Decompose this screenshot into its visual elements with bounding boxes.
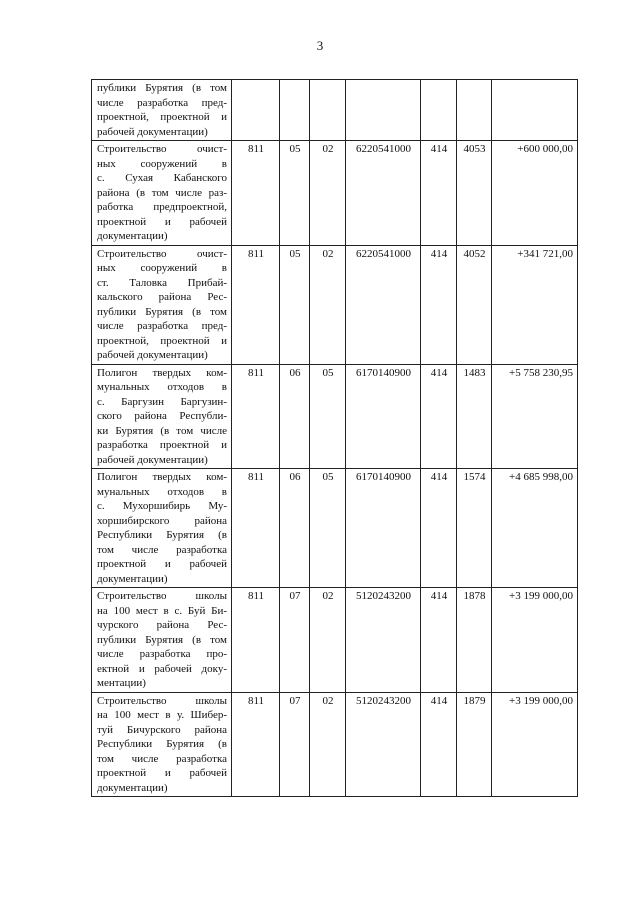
cell-amount: +4 685 998,00 — [492, 469, 578, 588]
cell-expense-type: 414 — [421, 364, 457, 469]
description-line: на 100 мест в с. Буй Би- — [97, 604, 227, 617]
description-line: том числе разработка — [97, 543, 227, 556]
description-line: документации) — [97, 781, 168, 794]
cell-subsection: 05 — [310, 364, 346, 469]
description-line: района (в том числе раз- — [97, 186, 227, 199]
cell-subsection: 02 — [310, 588, 346, 693]
cell-subsection: 02 — [310, 245, 346, 364]
cell-section: 06 — [280, 364, 310, 469]
cell-target-article: 6220541000 — [346, 141, 421, 246]
description-line: чурского района Рес- — [97, 619, 227, 631]
cell-object-code — [457, 80, 492, 141]
table-row — [92, 469, 578, 588]
description-line: на 100 мест в у. Шибер- — [97, 709, 227, 721]
description-line: Полигон твердых ком- — [97, 366, 227, 379]
cell-object-code: 1878 — [457, 588, 492, 693]
description-line: рабочей документации) — [97, 453, 208, 466]
description-line: ментации) — [97, 677, 146, 689]
cell-subsection — [310, 80, 346, 141]
description-line: проектной и рабочей — [97, 767, 227, 779]
cell-amount: +600 000,00 — [492, 141, 578, 246]
description-line: ных сооружений в — [97, 157, 227, 170]
cell-section: 05 — [280, 141, 310, 246]
cell-target-article: 5120243200 — [346, 692, 421, 797]
cell-object-code: 4053 — [457, 141, 492, 246]
cell-target-article — [346, 80, 421, 141]
cell-amount: +5 758 230,95 — [492, 364, 578, 469]
table-row — [92, 245, 578, 364]
description-line: публики Бурятия (в том — [97, 82, 227, 94]
description-line: рабочей документации) — [97, 125, 208, 138]
table-row — [92, 141, 578, 246]
budget-table — [91, 79, 578, 797]
description-line: мунальных отходов в — [97, 485, 227, 498]
cell-object-code: 1483 — [457, 364, 492, 469]
description-line: документации) — [97, 230, 168, 242]
cell-description — [92, 588, 232, 693]
description-line: публики Бурятия (в том — [97, 633, 227, 646]
description-line: рабочей документации) — [97, 349, 208, 361]
description-line: ки Бурятия (в том числе — [97, 424, 227, 437]
description-line: том числе разработка — [97, 752, 227, 765]
cell-amount: +3 199 000,00 — [492, 692, 578, 797]
cell-subsection: 02 — [310, 141, 346, 246]
cell-expense-type — [421, 80, 457, 141]
cell-amount: +3 199 000,00 — [492, 588, 578, 693]
cell-section: 06 — [280, 469, 310, 588]
description-line: числе разработка пред- — [97, 96, 227, 109]
cell-expense-type: 414 — [421, 469, 457, 588]
cell-section: 07 — [280, 692, 310, 797]
cell-expense-type: 414 — [421, 692, 457, 797]
description-line: Полигон твердых ком- — [97, 471, 227, 483]
table-row — [92, 364, 578, 469]
cell-object-code: 1574 — [457, 469, 492, 588]
cell-expense-type: 414 — [421, 588, 457, 693]
cell-object-code: 1879 — [457, 692, 492, 797]
description-line: проектной и рабочей — [97, 558, 227, 570]
cell-description — [92, 245, 232, 364]
cell-admin-code: 811 — [232, 692, 280, 797]
description-line: ных сооружений в — [97, 262, 227, 274]
cell-expense-type: 414 — [421, 245, 457, 364]
description-line: мунальных отходов в — [97, 381, 227, 393]
cell-description — [92, 364, 232, 469]
cell-section: 07 — [280, 588, 310, 693]
cell-description — [92, 469, 232, 588]
cell-description — [92, 692, 232, 797]
cell-target-article: 5120243200 — [346, 588, 421, 693]
description-line: ст. Таловка Прибай- — [97, 276, 227, 289]
cell-section: 05 — [280, 245, 310, 364]
description-line: ектной и рабочей доку- — [97, 662, 227, 675]
description-line: туй Бичурского района — [97, 723, 227, 736]
description-line: проектной, проектной и — [97, 111, 227, 123]
cell-expense-type: 414 — [421, 141, 457, 246]
description-line: проектной и рабочей — [97, 215, 227, 228]
page-number: 3 — [316, 38, 324, 53]
cell-admin-code: 811 — [232, 245, 280, 364]
cell-admin-code: 811 — [232, 364, 280, 469]
description-line: ского района Республи- — [97, 410, 227, 422]
cell-subsection: 02 — [310, 692, 346, 797]
description-line: с. Мухоршибирь Му- — [97, 500, 227, 512]
description-line: Строительство школы — [97, 694, 227, 707]
cell-amount: +341 721,00 — [492, 245, 578, 364]
description-line: документации) — [97, 572, 168, 585]
description-line: кальского района Рес- — [97, 291, 227, 303]
description-line: с. Сухая Кабанского — [97, 172, 227, 184]
description-line: хоршибирского района — [97, 514, 227, 527]
cell-admin-code: 811 — [232, 588, 280, 693]
description-line: Строительство очист- — [97, 143, 227, 155]
table-row — [92, 692, 578, 797]
description-line: Республики Бурятия (в — [97, 529, 227, 541]
cell-description — [92, 80, 232, 141]
description-line: публики Бурятия (в том — [97, 305, 227, 318]
description-line: Республики Бурятия (в — [97, 738, 227, 750]
description-line: Строительство школы — [97, 590, 227, 602]
cell-subsection: 05 — [310, 469, 346, 588]
cell-admin-code: 811 — [232, 469, 280, 588]
cell-target-article: 6170140900 — [346, 469, 421, 588]
table-row — [92, 588, 578, 693]
cell-target-article: 6170140900 — [346, 364, 421, 469]
cell-target-article: 6220541000 — [346, 245, 421, 364]
description-line: Строительство очист- — [97, 247, 227, 260]
description-line: работка предпроектной, — [97, 201, 227, 213]
cell-description — [92, 141, 232, 246]
description-line: числе разработка пред- — [97, 320, 227, 332]
description-line: с. Баргузин Баргузин- — [97, 395, 227, 408]
description-line: проектной, проектной и — [97, 334, 227, 347]
cell-admin-code: 811 — [232, 141, 280, 246]
description-line: разработка проектной и — [97, 439, 227, 451]
cell-section — [280, 80, 310, 141]
cell-amount — [492, 80, 578, 141]
description-line: числе разработка про- — [97, 648, 227, 660]
cell-admin-code — [232, 80, 280, 141]
table-row — [92, 80, 578, 141]
cell-object-code: 4052 — [457, 245, 492, 364]
